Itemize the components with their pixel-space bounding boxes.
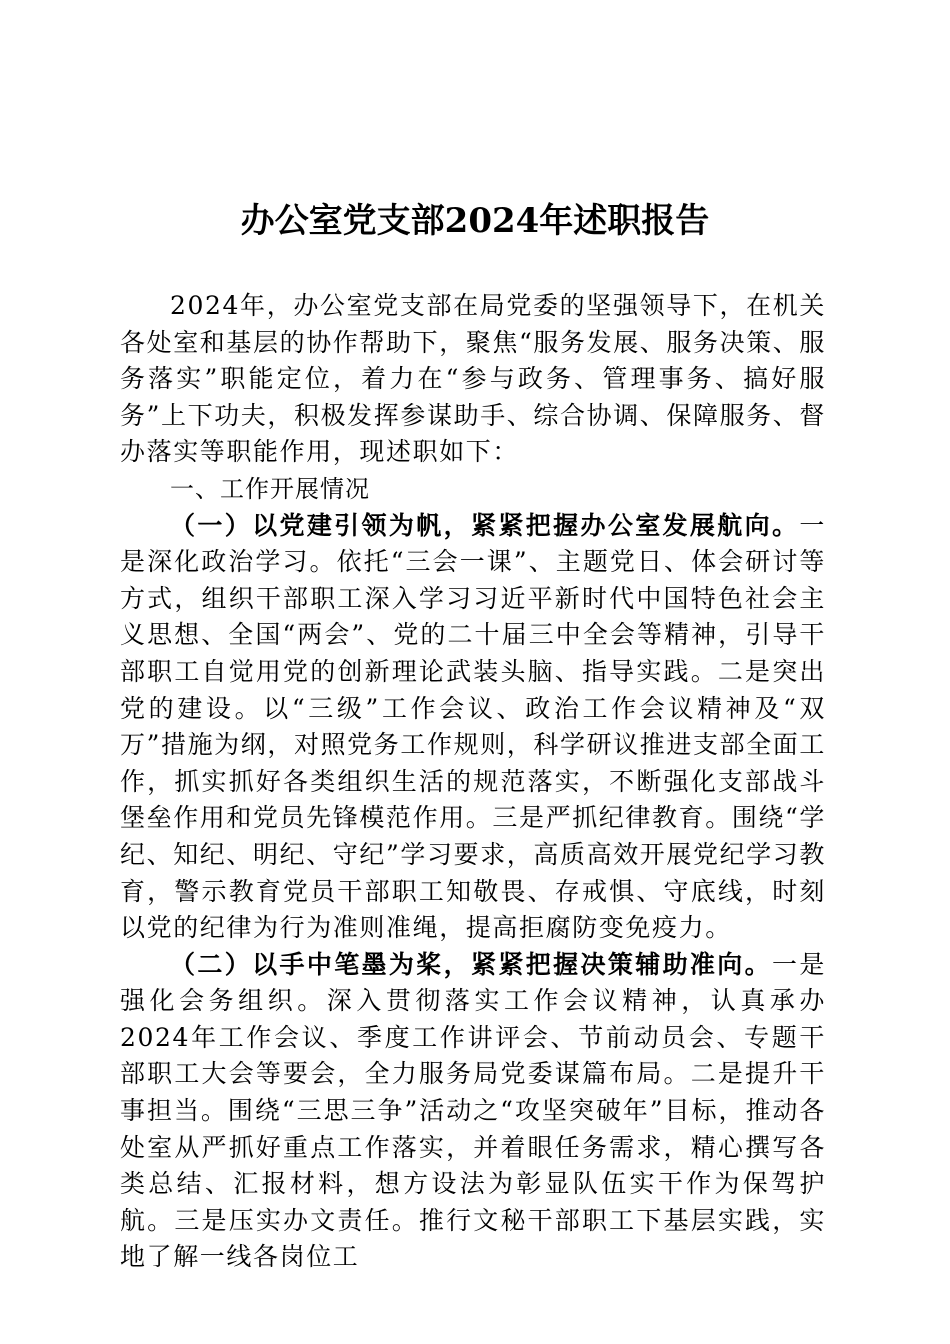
item-text-1: 一是深化政治学习。依托“三会一课”、主题党日、体会研讨等方式，组织干部职工深入学习习近平新时代中国特色社会主义思想、全国“两会”、党的二十届三中全会等精神，引导干部职工自觉用党的创新理论武装头脑、指导实践。二是突出党的建设。以“三级”工作会议、政治工作会议精神及“双万”措施为纲，对照党务工作规则，科学研议推进支部全面工作，抓实抓好各类组织生活的规范落实，不断强化支部战斗堡垒作用和党员先锋模范作用。三是严抓纪律教育。围绕“学纪、知纪、明纪、守纪”学习要求，高质高效开展党纪学习教育，警示教育党员干部职工知敬畏、存戒惧、守底线，时刻以党的纪律为行为准则准绳，提高拒腐防变免疫力。	[120, 510, 826, 943]
document-title: 办公室党支部2024年述职报告	[240, 201, 710, 241]
item-text-2: 一是强化会务组织。深入贯彻落实工作会议精神，认真承办2024年工作会议、季度工作讲评会、节前动员会、专题干部职工大会等要会，全力服务局党委谋篇布局。二是提升干事担当。围绕“三思三争”活动之“攻坚突破年”目标，推动各处室从严抓好重点工作落实，并着眼任务需求，精心撰写各类总结、汇报材料，想方设法为彰显队伍实干作为保驾护航。三是压实办文责任。推行文秘干部职工下基层实践，实地了解一线各岗位工	[120, 949, 826, 1272]
item-lead-1: （一）以党建引领为帆，紧紧把握办公室发展航向。	[170, 510, 800, 540]
item-lead-2: （二）以手中笔墨为桨，紧紧把握决策辅助准向。	[170, 949, 773, 979]
document-body	[120, 288, 826, 1276]
item-paragraph-2	[120, 947, 826, 1276]
item-paragraph-1	[120, 508, 826, 947]
section-heading: 一、工作开展情况	[170, 474, 370, 503]
intro-paragraph: 2024年，办公室党支部在局党委的坚强领导下，在机关各处室和基层的协作帮助下，聚焦“服务发展、服务决策、服务落实”职能定位，着力在“参与政务、管理事务、搞好服务”上下功夫，积极发挥参谋助手、综合协调、保障服务、督办落实等职能作用，现述职如下：	[120, 291, 826, 467]
